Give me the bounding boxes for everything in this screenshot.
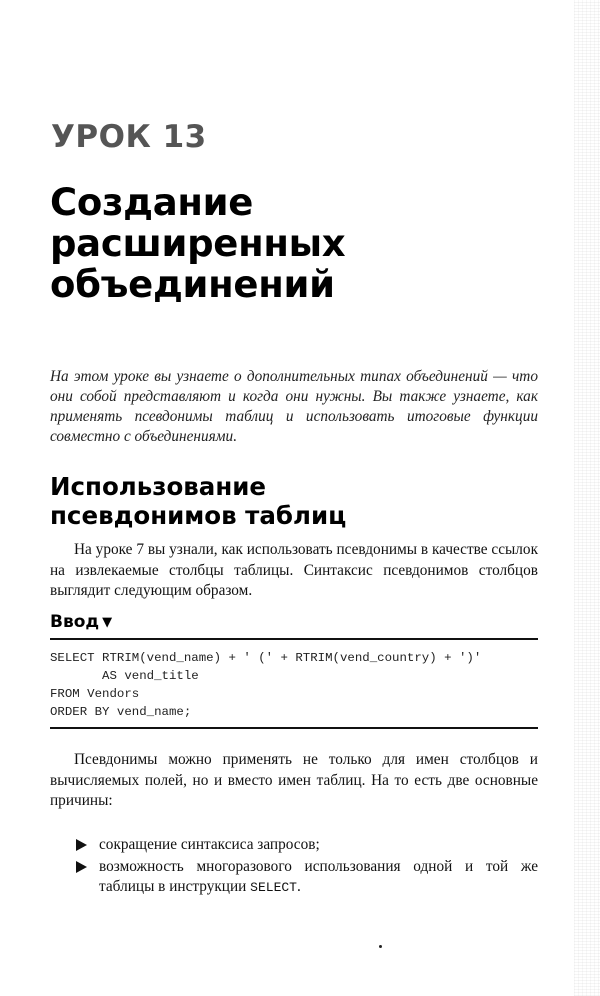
list-item (76, 857, 538, 899)
body-paragraph: Псевдонимы можно применять не только для имен столбцов и вычисляемых полей, но и вместо имен таблиц. На то есть две основные причины: (50, 751, 538, 809)
scan-speck (379, 945, 382, 948)
chapter-title-line: Создание (50, 181, 254, 224)
body-paragraph: На уроке 7 вы узнали, как использовать псевдонимы в качестве ссылок на извлекаемые столбцы таблицы. Синтаксис псевдонимов столбцов выглядит следующим образом. (50, 541, 538, 599)
section-heading-line: псевдонимов таблиц (50, 501, 347, 530)
code-rule-bottom (50, 727, 538, 729)
input-label-text: Ввод (50, 612, 100, 632)
page-edge-texture (574, 0, 600, 996)
chapter-intro: На этом уроке вы узнаете о дополнительных типах объединений — что они собой представляют и когда они нужны. Вы также узнаете, как применять псевдонимы таблиц и использовать итоговые функции совместно с объединениями. (50, 368, 538, 445)
list-item-text: возможность многоразового использования одной и той же таблицы в инструкции (99, 857, 538, 895)
code-block (50, 649, 540, 721)
triangle-down-icon: ▼ (102, 615, 113, 630)
code-line: FROM Vendors (50, 687, 140, 701)
list-item-text: сокращение синтаксиса запросов; (99, 836, 320, 853)
chapter-title-line: объединений (50, 263, 335, 306)
chapter-title (50, 182, 450, 305)
chapter-title-line: расширенных (50, 222, 346, 265)
inline-code: SELECT (250, 880, 297, 895)
code-line: ORDER BY vend_name; (50, 705, 192, 719)
list-item (76, 835, 538, 856)
lesson-label: УРОК 13 (51, 119, 207, 155)
triangle-right-bullet-icon (76, 861, 87, 873)
code-rule-top (50, 638, 538, 640)
list-item-suffix: . (296, 878, 301, 895)
code-line: SELECT RTRIM(vend_name) + ' (' + RTRIM(vend_country) + ')' (50, 651, 482, 665)
bullet-list (76, 835, 538, 900)
section-heading (50, 472, 510, 530)
triangle-right-bullet-icon (76, 839, 87, 851)
code-line: AS vend_title (50, 669, 199, 683)
input-label (50, 614, 112, 631)
section-heading-line: Использование (50, 472, 267, 501)
